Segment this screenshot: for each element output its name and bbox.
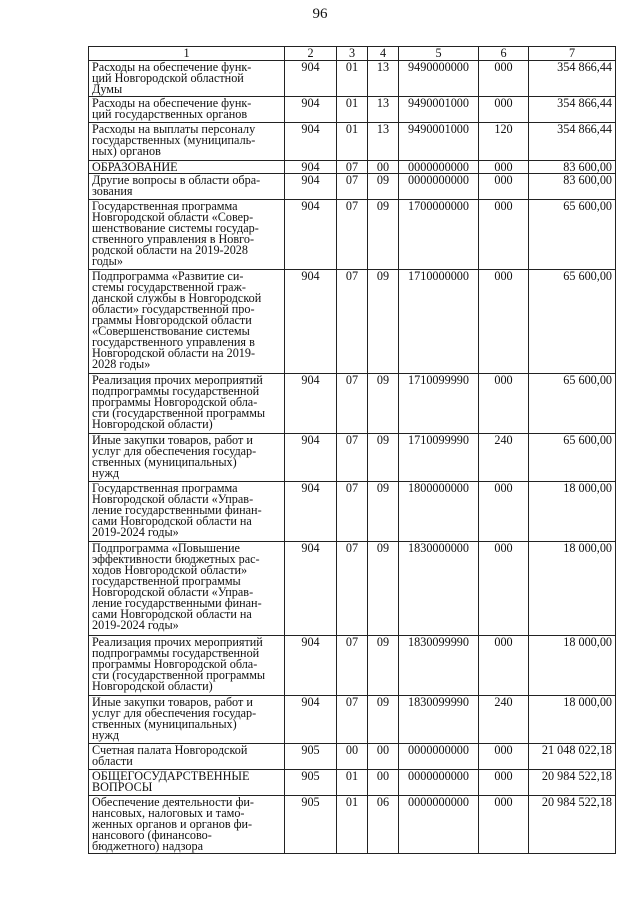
target-article-code: 1830000000 xyxy=(399,542,479,636)
section-code: 07 xyxy=(337,636,368,696)
subsection-code: 09 xyxy=(368,200,399,270)
expense-type-code: 000 xyxy=(479,161,529,174)
ministry-code: 904 xyxy=(285,174,337,200)
subsection-code: 00 xyxy=(368,744,399,770)
subsection-code: 09 xyxy=(368,434,399,482)
section-code: 07 xyxy=(337,482,368,542)
table-row xyxy=(89,174,616,200)
amount: 21 048 022,18 xyxy=(529,744,616,770)
amount: 354 866,44 xyxy=(529,123,616,161)
column-header: 3 xyxy=(337,47,368,61)
column-header: 4 xyxy=(368,47,399,61)
item-name: Расходы на обеспечение функ- ций Новгородской областной Думы xyxy=(89,61,285,97)
target-article-code: 9490000000 xyxy=(399,61,479,97)
target-article-code: 1710099990 xyxy=(399,434,479,482)
table-row xyxy=(89,770,616,796)
expense-type-code: 000 xyxy=(479,542,529,636)
subsection-code: 09 xyxy=(368,270,399,374)
amount: 18 000,00 xyxy=(529,542,616,636)
amount: 20 984 522,18 xyxy=(529,796,616,854)
section-code: 00 xyxy=(337,744,368,770)
column-header: 1 xyxy=(89,47,285,61)
column-header: 7 xyxy=(529,47,616,61)
expense-type-code: 240 xyxy=(479,434,529,482)
item-name: Государственная программа Новгородской области «Совер- шенствование системы государ- ственного управления в Новго- родской области на 2019-2028 годы» xyxy=(89,200,285,270)
target-article-code: 0000000000 xyxy=(399,174,479,200)
ministry-code: 905 xyxy=(285,770,337,796)
subsection-code: 09 xyxy=(368,374,399,434)
target-article-code: 0000000000 xyxy=(399,796,479,854)
expense-type-code: 000 xyxy=(479,174,529,200)
expense-type-code: 000 xyxy=(479,270,529,374)
ministry-code: 904 xyxy=(285,270,337,374)
item-name: Реализация прочих мероприятий подпрограммы государственной программы Новгородской обла- сти (государственной программы Новгородской области) xyxy=(89,374,285,434)
subsection-code: 00 xyxy=(368,161,399,174)
section-code: 07 xyxy=(337,174,368,200)
table-row xyxy=(89,270,616,374)
expense-type-code: 000 xyxy=(479,97,529,123)
item-name: Расходы на выплаты персоналу государственных (муниципаль- ных) органов xyxy=(89,123,285,161)
subsection-code: 09 xyxy=(368,542,399,636)
section-code: 01 xyxy=(337,97,368,123)
ministry-code: 904 xyxy=(285,374,337,434)
section-code: 01 xyxy=(337,123,368,161)
subsection-code: 06 xyxy=(368,796,399,854)
ministry-code: 904 xyxy=(285,200,337,270)
ministry-code: 904 xyxy=(285,542,337,636)
item-name: Обеспечение деятельности фи- нансовых, налоговых и тамо- женных органов и органов фи- нансового (финансово- бюджетного) надзора xyxy=(89,796,285,854)
ministry-code: 905 xyxy=(285,744,337,770)
table-row xyxy=(89,374,616,434)
amount: 83 600,00 xyxy=(529,174,616,200)
target-article-code: 1830099990 xyxy=(399,696,479,744)
ministry-code: 904 xyxy=(285,97,337,123)
table-row xyxy=(89,636,616,696)
ministry-code: 905 xyxy=(285,796,337,854)
section-code: 07 xyxy=(337,542,368,636)
target-article-code: 9490001000 xyxy=(399,123,479,161)
header-row xyxy=(89,47,616,61)
target-article-code: 1710099990 xyxy=(399,374,479,434)
item-name: Государственная программа Новгородской области «Управ- ление государственными финан- сами Новгородской области на 2019-2024 годы» xyxy=(89,482,285,542)
subsection-code: 09 xyxy=(368,174,399,200)
section-code: 07 xyxy=(337,374,368,434)
expense-type-code: 240 xyxy=(479,696,529,744)
expense-type-code: 000 xyxy=(479,200,529,270)
ministry-code: 904 xyxy=(285,123,337,161)
section-code: 07 xyxy=(337,200,368,270)
table-row xyxy=(89,123,616,161)
target-article-code: 1800000000 xyxy=(399,482,479,542)
section-code: 07 xyxy=(337,161,368,174)
amount: 18 000,00 xyxy=(529,482,616,542)
expense-type-code: 000 xyxy=(479,61,529,97)
item-name: Иные закупки товаров, работ и услуг для обеспечения государ- ственных (муниципальных) нужд xyxy=(89,434,285,482)
column-header: 6 xyxy=(479,47,529,61)
budget-table xyxy=(88,46,616,854)
table-row xyxy=(89,161,616,174)
item-name: Другие вопросы в области обра- зования xyxy=(89,174,285,200)
expense-type-code: 000 xyxy=(479,374,529,434)
target-article-code: 0000000000 xyxy=(399,161,479,174)
column-header: 2 xyxy=(285,47,337,61)
ministry-code: 904 xyxy=(285,61,337,97)
table-row xyxy=(89,744,616,770)
expense-type-code: 120 xyxy=(479,123,529,161)
target-article-code: 0000000000 xyxy=(399,744,479,770)
section-code: 07 xyxy=(337,270,368,374)
column-header: 5 xyxy=(399,47,479,61)
section-code: 01 xyxy=(337,770,368,796)
item-name: Подпрограмма «Повышение эффективности бюджетных рас- ходов Новгородской области» государственной программы Новгородской области «Управ- ление государственными финан- сами Новгородской области на 2019-2024 годы» xyxy=(89,542,285,636)
table-row xyxy=(89,61,616,97)
table-row xyxy=(89,542,616,636)
table-row xyxy=(89,200,616,270)
expense-type-code: 000 xyxy=(479,744,529,770)
amount: 65 600,00 xyxy=(529,434,616,482)
expense-type-code: 000 xyxy=(479,482,529,542)
target-article-code: 1700000000 xyxy=(399,200,479,270)
table-row xyxy=(89,97,616,123)
item-name: Иные закупки товаров, работ и услуг для обеспечения государ- ственных (муниципальных) нужд xyxy=(89,696,285,744)
amount: 18 000,00 xyxy=(529,636,616,696)
amount: 65 600,00 xyxy=(529,374,616,434)
amount: 20 984 522,18 xyxy=(529,770,616,796)
item-name: Счетная палата Новгородской области xyxy=(89,744,285,770)
amount: 354 866,44 xyxy=(529,61,616,97)
expense-type-code: 000 xyxy=(479,636,529,696)
ministry-code: 904 xyxy=(285,636,337,696)
subsection-code: 00 xyxy=(368,770,399,796)
amount: 18 000,00 xyxy=(529,696,616,744)
table-row xyxy=(89,434,616,482)
ministry-code: 904 xyxy=(285,161,337,174)
table-row xyxy=(89,796,616,854)
ministry-code: 904 xyxy=(285,434,337,482)
section-code: 01 xyxy=(337,61,368,97)
page-number: 96 xyxy=(312,6,328,22)
item-name: Подпрограмма «Развитие си- стемы государственной граж- данской службы в Новгородской области» государственной про- граммы Новгородской области «Совершенствование системы государственного управления в Новгородской области на 2019- 2028 годы» xyxy=(89,270,285,374)
table-row xyxy=(89,482,616,542)
item-name: ОБЩЕГОСУДАРСТВЕННЫЕ ВОПРОСЫ xyxy=(89,770,285,796)
section-code: 07 xyxy=(337,696,368,744)
section-code: 07 xyxy=(337,434,368,482)
item-name: ОБРАЗОВАНИЕ xyxy=(89,161,285,174)
expense-type-code: 000 xyxy=(479,770,529,796)
ministry-code: 904 xyxy=(285,482,337,542)
subsection-code: 13 xyxy=(368,97,399,123)
subsection-code: 09 xyxy=(368,482,399,542)
item-name: Расходы на обеспечение функ- ций государственных органов xyxy=(89,97,285,123)
target-article-code: 1830099990 xyxy=(399,636,479,696)
expense-type-code: 000 xyxy=(479,796,529,854)
ministry-code: 904 xyxy=(285,696,337,744)
target-article-code: 1710000000 xyxy=(399,270,479,374)
amount: 83 600,00 xyxy=(529,161,616,174)
subsection-code: 13 xyxy=(368,123,399,161)
amount: 65 600,00 xyxy=(529,200,616,270)
section-code: 01 xyxy=(337,796,368,854)
amount: 65 600,00 xyxy=(529,270,616,374)
subsection-code: 13 xyxy=(368,61,399,97)
table-row xyxy=(89,696,616,744)
subsection-code: 09 xyxy=(368,636,399,696)
item-name: Реализация прочих мероприятий подпрограммы государственной программы Новгородской обла- сти (государственной программы Новгородской области) xyxy=(89,636,285,696)
amount: 354 866,44 xyxy=(529,97,616,123)
subsection-code: 09 xyxy=(368,696,399,744)
target-article-code: 0000000000 xyxy=(399,770,479,796)
target-article-code: 9490001000 xyxy=(399,97,479,123)
